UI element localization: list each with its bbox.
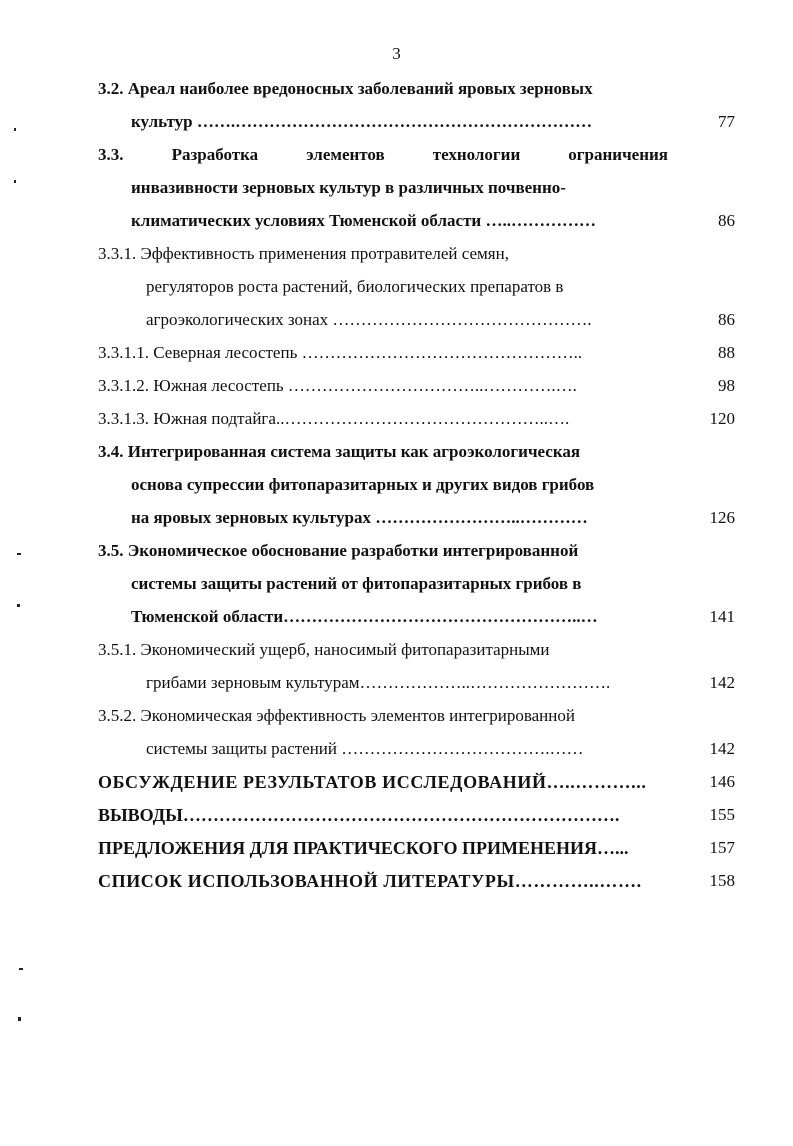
scan-mark bbox=[14, 180, 16, 183]
toc-line: агроэкологических зонах ………………………………………. bbox=[146, 310, 592, 329]
toc-line: 3.5.2. Экономическая эффективность элементов интегрированной bbox=[98, 706, 575, 725]
toc-line: ВЫВОДЫ………………………………………………………………. bbox=[98, 805, 620, 825]
scan-mark bbox=[17, 553, 21, 555]
toc-line: системы защиты растений от фитопаразитарных грибов в bbox=[131, 574, 582, 593]
toc-page: 157 bbox=[709, 838, 735, 857]
toc-line: 3.3.1.1. Северная лесостепь ………………………………………….. bbox=[98, 343, 583, 362]
toc-page: 98 bbox=[718, 376, 735, 395]
scan-mark bbox=[14, 128, 16, 131]
toc-page: 155 bbox=[709, 805, 735, 824]
toc-line: ОБСУЖДЕНИЕ РЕЗУЛЬТАТОВ ИССЛЕДОВАНИЙ…..………... bbox=[98, 772, 647, 792]
toc-line: 3.5.1. Экономический ущерб, наносимый фитопаразитарными bbox=[98, 640, 550, 659]
toc-line: 3.3.1.3. Южная подтайга..………………………………………..…. bbox=[98, 409, 570, 428]
toc-line: основа супрессии фитопаразитарных и других видов грибов bbox=[131, 475, 595, 494]
scan-mark bbox=[19, 968, 23, 970]
toc-line: 3.3. Разработка элементов технологии ограничения bbox=[98, 145, 668, 164]
toc-line: 3.3.1. Эффективность применения протравителей семян, bbox=[98, 244, 509, 263]
toc-line: 3.2. Ареал наиболее вредоносных заболеваний яровых зерновых bbox=[98, 79, 593, 98]
toc-line: регуляторов роста растений, биологических препаратов в bbox=[146, 277, 564, 296]
toc-page: 120 bbox=[709, 409, 735, 428]
toc-page: 86 bbox=[718, 310, 735, 329]
toc-page: 141 bbox=[709, 607, 735, 626]
toc-page: 146 bbox=[709, 772, 735, 791]
toc-page: 86 bbox=[718, 211, 735, 230]
toc-line: 3.4. Интегрированная система защиты как агроэкологическая bbox=[98, 442, 581, 461]
toc-line: на яровых зерновых культурах ……………………..………… bbox=[131, 508, 588, 527]
toc-line: системы защиты растений ……………………………….…… bbox=[146, 739, 584, 758]
toc-line: СПИСОК ИСПОЛЬЗОВАННОЙ ЛИТЕРАТУРЫ…………..……. bbox=[98, 871, 642, 891]
toc-line: 3.5. Экономическое обоснование разработки интегрированной bbox=[98, 541, 579, 560]
toc-line: Тюменской области……………………………………………..… bbox=[131, 607, 598, 626]
scan-mark bbox=[18, 1017, 21, 1021]
toc-page: 142 bbox=[709, 739, 735, 758]
toc-line: ПРЕДЛОЖЕНИЯ ДЛЯ ПРАКТИЧЕСКОГО ПРИМЕНЕНИЯ…... bbox=[98, 838, 629, 858]
toc-page: 88 bbox=[718, 343, 735, 362]
toc-line: культур …….……………………………………………………… bbox=[131, 112, 593, 131]
page-number: 3 bbox=[392, 44, 401, 63]
toc-line: грибами зерновым культурам………………..……………………. bbox=[146, 673, 611, 692]
toc-line: климатических условиях Тюменской области …..…………… bbox=[131, 211, 596, 230]
toc-page: 77 bbox=[718, 112, 735, 131]
toc-line: инвазивности зерновых культур в различных почвенно- bbox=[131, 178, 566, 197]
toc-page: 158 bbox=[709, 871, 735, 890]
toc-line: 3.3.1.2. Южная лесостепь ……………………………..………….…. bbox=[98, 376, 577, 395]
toc-page: 126 bbox=[709, 508, 735, 527]
toc-page: 142 bbox=[709, 673, 735, 692]
scan-mark bbox=[17, 604, 20, 607]
